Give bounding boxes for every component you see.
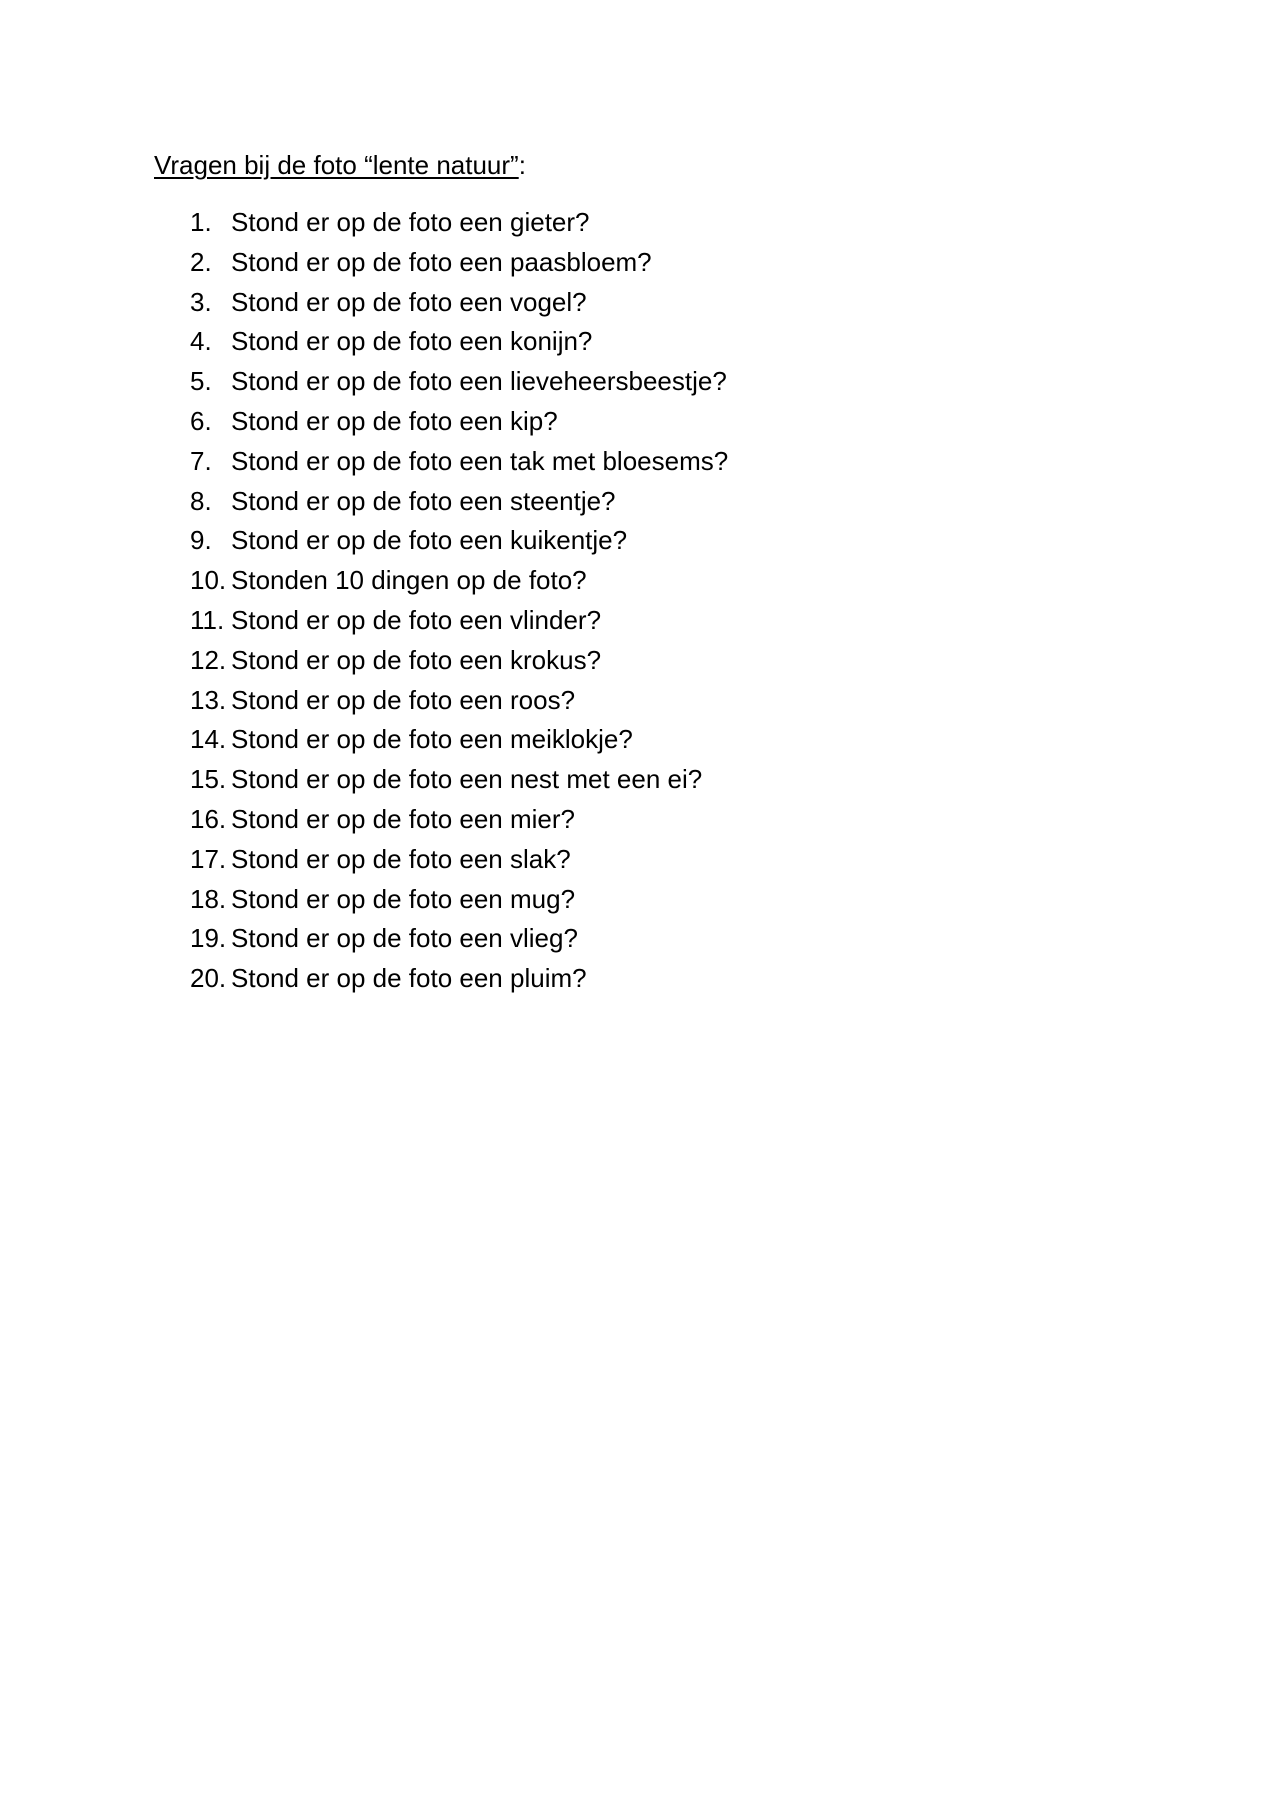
question-text: Stond er op de foto een krokus? <box>231 644 602 675</box>
question-number: 18. <box>190 883 227 914</box>
page-heading <box>154 148 526 182</box>
question-item <box>190 722 728 762</box>
question-number: 3. <box>190 286 212 317</box>
question-number: 16. <box>190 803 227 834</box>
question-text: Stond er op de foto een nest met een ei? <box>231 764 703 795</box>
question-number: 11. <box>190 604 225 635</box>
question-item <box>190 882 728 922</box>
question-text: Stond er op de foto een meiklokje? <box>231 724 633 755</box>
question-text: Stond er op de foto een steentje? <box>231 485 616 516</box>
question-number: 8. <box>190 485 212 516</box>
question-number: 20. <box>190 963 227 994</box>
question-text: Stond er op de foto een konijn? <box>231 326 593 357</box>
question-list <box>190 205 728 1001</box>
question-number: 15. <box>190 764 227 795</box>
question-text: Stond er op de foto een pluim? <box>231 963 587 994</box>
question-text: Stond er op de foto een mug? <box>231 883 576 914</box>
question-item <box>190 245 728 285</box>
question-item <box>190 364 728 404</box>
question-text: Stond er op de foto een paasbloem? <box>231 246 652 277</box>
question-text: Stond er op de foto een kuikentje? <box>231 525 628 556</box>
question-number: 14. <box>190 724 227 755</box>
question-item <box>190 563 728 603</box>
question-text: Stond er op de foto een kip? <box>231 405 558 436</box>
question-item <box>190 842 728 882</box>
question-item <box>190 683 728 723</box>
question-text: Stond er op de foto een mier? <box>231 803 576 834</box>
question-number: 6. <box>190 405 212 436</box>
question-number: 7. <box>190 445 212 476</box>
question-number: 13. <box>190 684 227 715</box>
question-number: 10. <box>190 565 227 596</box>
question-text: Stond er op de foto een gieter? <box>231 207 590 237</box>
question-item <box>190 802 728 842</box>
question-text: Stonden 10 dingen op de foto? <box>231 565 587 596</box>
heading-colon: : <box>518 150 526 180</box>
question-item <box>190 643 728 683</box>
question-number: 17. <box>190 843 227 874</box>
question-item <box>190 921 728 961</box>
question-text: Stond er op de foto een tak met bloesems? <box>231 445 729 476</box>
question-text: Stond er op de foto een lieveheersbeestje? <box>231 366 727 397</box>
question-text: Stond er op de foto een slak? <box>231 843 571 874</box>
heading-title: Vragen bij de foto “lente natuur” <box>154 150 519 180</box>
question-item <box>190 603 728 643</box>
question-number: 1. <box>190 207 212 237</box>
question-number: 4. <box>190 326 212 357</box>
question-item <box>190 523 728 563</box>
question-text: Stond er op de foto een vlinder? <box>231 604 602 635</box>
question-text: Stond er op de foto een roos? <box>231 684 576 715</box>
question-number: 5. <box>190 366 212 397</box>
question-item <box>190 762 728 802</box>
question-number: 12. <box>190 644 227 675</box>
question-number: 9. <box>190 525 212 556</box>
question-item <box>190 484 728 524</box>
question-item <box>190 205 728 245</box>
question-number: 2. <box>190 246 212 277</box>
question-item <box>190 285 728 325</box>
question-text: Stond er op de foto een vlieg? <box>231 923 578 954</box>
question-item <box>190 961 728 1001</box>
question-item <box>190 404 728 444</box>
question-item <box>190 444 728 484</box>
question-item <box>190 324 728 364</box>
question-text: Stond er op de foto een vogel? <box>231 286 587 317</box>
question-number: 19. <box>190 923 227 954</box>
